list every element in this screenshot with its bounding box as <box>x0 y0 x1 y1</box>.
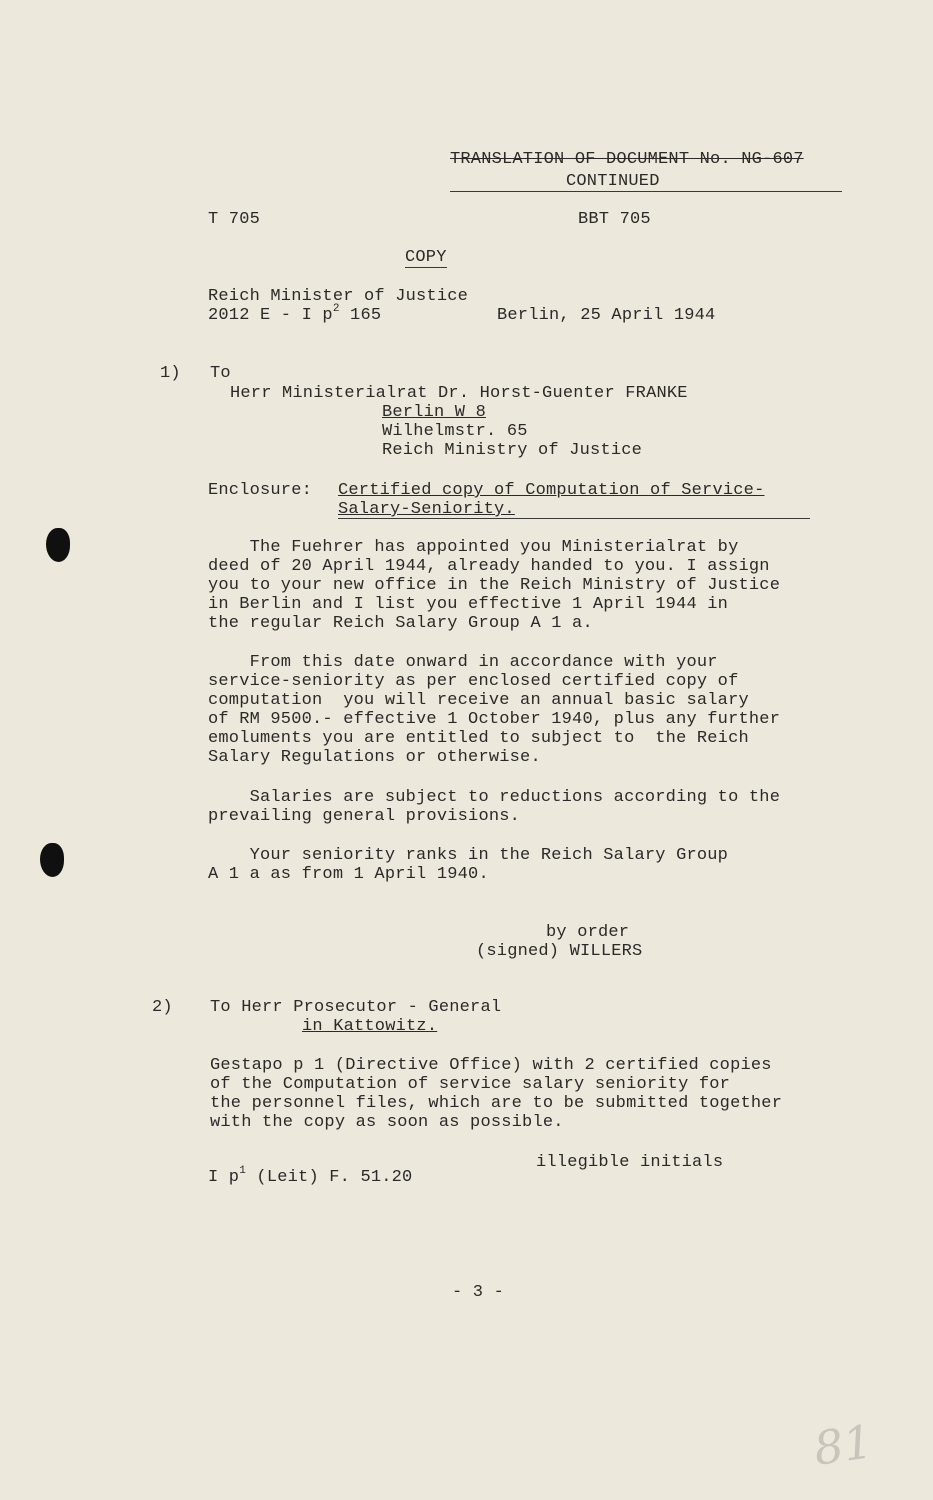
header-title: TRANSLATION OF DOCUMENT No. NG-607 <box>450 150 804 169</box>
ref-left: T 705 <box>208 210 261 229</box>
file-ref-suffix: (Leit) F. 51.20 <box>246 1168 413 1187</box>
paragraph-line: you to your new office in the Reich Ministry of Justice <box>208 576 781 595</box>
paragraph-line: service-seniority as per enclosed certified copy of <box>208 672 739 691</box>
item1-to: To <box>210 364 231 383</box>
punch-hole-icon <box>46 528 70 562</box>
enclosure-label: Enclosure: <box>208 481 313 500</box>
paragraph-line: Gestapo p 1 (Directive Office) with 2 certified copies <box>210 1056 772 1075</box>
item2-number: 2) <box>152 998 173 1017</box>
paragraph-line: the personnel files, which are to be submitted together <box>210 1094 783 1113</box>
punch-hole-icon <box>40 843 64 877</box>
addressee-city: Berlin W 8 <box>382 403 487 422</box>
paragraph-line: Salaries are subject to reductions according to the <box>208 788 781 807</box>
file-ref-sup: 1 <box>239 1165 247 1177</box>
paragraph-line: Your seniority ranks in the Reich Salary Group <box>208 846 729 865</box>
paragraph-line: of RM 9500.- effective 1 October 1940, plus any further <box>208 710 781 729</box>
paragraph-line: with the copy as soon as possible. <box>210 1113 564 1132</box>
paragraph-line: deed of 20 April 1944, already handed to you. I assign <box>208 557 770 576</box>
sender-ref-num: 165 <box>339 306 382 325</box>
paragraph-line: in Berlin and I list you effective 1 April 1944 in <box>208 595 729 614</box>
paragraph-line: The Fuehrer has appointed you Ministerialrat by <box>208 538 739 557</box>
signoff-by-order: by order <box>546 923 630 942</box>
paragraph-line: the regular Reich Salary Group A 1 a. <box>208 614 593 633</box>
item1-number: 1) <box>160 364 181 383</box>
enclosure-line1: Certified copy of Computation of Service- <box>338 481 765 500</box>
sender-ref: 2012 E - I p <box>208 306 333 325</box>
paragraph-line: of the Computation of service salary seniority for <box>210 1075 731 1094</box>
signoff-signed: (signed) WILLERS <box>476 942 643 961</box>
ref-right: BBT 705 <box>578 210 651 229</box>
paragraph-line: prevailing general provisions. <box>208 807 521 826</box>
header-rule <box>450 191 842 192</box>
sender-line2 <box>208 303 382 327</box>
enclosure-line2: Salary-Seniority. <box>338 500 515 519</box>
item2-to-line2: in Kattowitz. <box>302 1017 438 1036</box>
addressee-name: Herr Ministerialrat Dr. Horst-Guenter FRANKE <box>230 384 688 403</box>
illegible-initials: illegible initials <box>536 1153 724 1172</box>
file-reference <box>208 1165 413 1189</box>
addressee-office: Reich Ministry of Justice <box>382 441 643 460</box>
paragraph-line: Salary Regulations or otherwise. <box>208 748 541 767</box>
paragraph-line: From this date onward in accordance with your <box>208 653 718 672</box>
copy-label: COPY <box>405 248 447 267</box>
file-ref-prefix: I p <box>208 1168 240 1187</box>
pencil-page-mark: 81 <box>810 1414 877 1476</box>
header-subtitle: CONTINUED <box>566 172 660 191</box>
item2-to-line1: To Herr Prosecutor - General <box>210 998 502 1017</box>
enclosure-rule <box>338 518 810 519</box>
page-number: - 3 - <box>452 1283 505 1302</box>
sender-ref-sup: 2 <box>332 303 340 315</box>
sender-line1: Reich Minister of Justice <box>208 287 469 306</box>
addressee-street: Wilhelmstr. 65 <box>382 422 528 441</box>
paragraph-line: A 1 a as from 1 April 1940. <box>208 865 489 884</box>
paragraph-line: emoluments you are entitled to subject to the Reich <box>208 729 749 748</box>
place-date: Berlin, 25 April 1944 <box>497 306 716 325</box>
paragraph-line: computation you will receive an annual basic salary <box>208 691 749 710</box>
